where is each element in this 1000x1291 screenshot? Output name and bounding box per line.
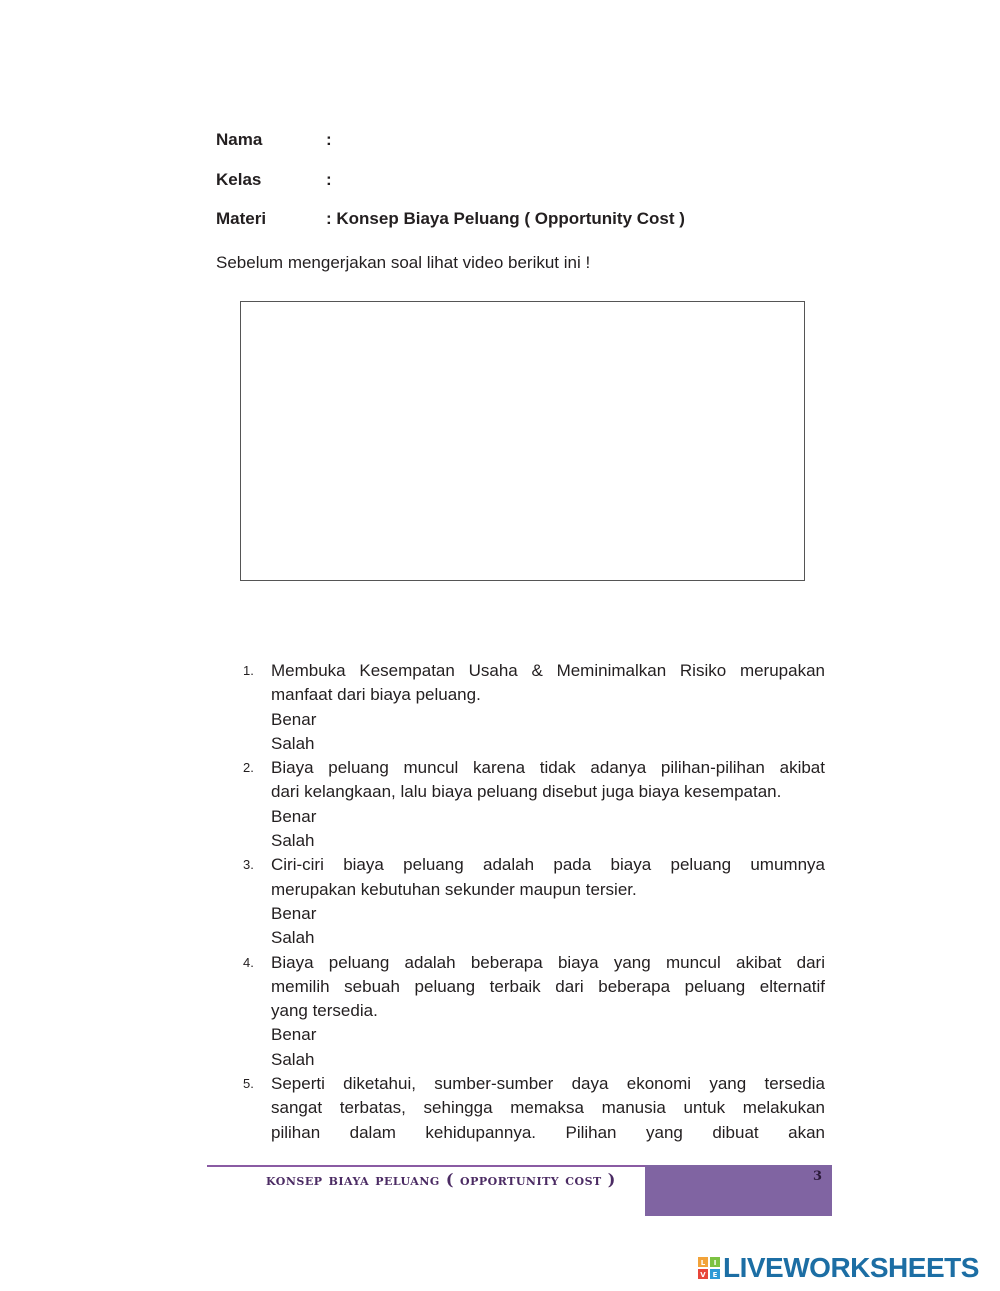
question-text-line: manfaat dari biaya peluang. — [271, 685, 481, 705]
option-salah[interactable]: Salah — [271, 733, 315, 753]
question-3 — [243, 853, 825, 950]
question-text-line: pilihan dalam kehidupannya. Pilihan yang dibuat akan — [271, 1122, 825, 1142]
question-number: 1. — [243, 663, 254, 678]
option-salah[interactable]: Salah — [271, 928, 315, 948]
option-salah[interactable]: Salah — [271, 1049, 315, 1069]
question-text-line: memilih sebuah peluang terbaik dari beberapa peluang elternatif — [271, 976, 825, 996]
logo-letter-v: V — [700, 1271, 706, 1279]
kelas-value: : — [326, 170, 332, 189]
option-benar[interactable]: Benar — [271, 903, 317, 923]
option-benar[interactable]: Benar — [271, 806, 317, 826]
question-5 — [243, 1072, 825, 1145]
footer-divider — [207, 1165, 645, 1167]
nama-value: : — [326, 130, 332, 149]
liveworksheets-logo-icon — [698, 1257, 720, 1279]
page-number-box — [645, 1165, 832, 1216]
question-list — [243, 659, 825, 1145]
question-text-line: sangat terbatas, sehingga memaksa manusia untuk melakukan — [271, 1098, 825, 1118]
materi-label: Materi — [216, 209, 267, 228]
video-embed-frame[interactable] — [240, 301, 805, 581]
materi-value: : Konsep Biaya Peluang ( Opportunity Cost ) — [326, 209, 685, 228]
option-salah[interactable]: Salah — [271, 831, 315, 851]
logo-letter-e: E — [712, 1271, 718, 1279]
question-number: 3. — [243, 857, 254, 873]
option-benar[interactable]: Benar — [271, 709, 317, 729]
question-text-line: Biaya peluang adalah beberapa biaya yang muncul akibat dari — [271, 952, 825, 972]
question-text-line: Biaya peluang muncul karena tidak adanya pilihan-pilihan akibat — [271, 758, 825, 778]
question-number: 2. — [243, 760, 254, 776]
question-4 — [243, 951, 825, 1072]
logo-letter-l: L — [700, 1259, 706, 1267]
question-1 — [243, 659, 825, 756]
nama-label: Nama — [216, 130, 263, 149]
question-text-line: merupakan kebutuhan sekunder maupun tersier. — [271, 879, 637, 899]
question-number: 4. — [243, 954, 254, 970]
question-text-line: dari kelangkaan, lalu biaya peluang disebut juga biaya kesempatan. — [271, 782, 782, 802]
brand-name: LIVEWORKSHEETS — [723, 1252, 979, 1283]
question-text-line: Membuka Kesempatan Usaha & Meminimalkan Risiko merupakan — [271, 661, 825, 680]
kelas-label: Kelas — [216, 170, 262, 189]
question-text-line: Seperti diketahui, sumber-sumber daya ekonomi yang tersedia — [271, 1074, 825, 1094]
instruction-text: Sebelum mengerjakan soal lihat video berikut ini ! — [216, 253, 591, 272]
footer-title: konsep biaya peluang ( opportunity cost ) — [266, 1170, 616, 1189]
question-number: 5. — [243, 1076, 254, 1092]
logo-letter-i: I — [713, 1259, 717, 1267]
question-2 — [243, 756, 825, 853]
option-benar[interactable]: Benar — [271, 1025, 317, 1045]
page-number: 3 — [812, 1169, 822, 1184]
question-text-line: yang tersedia. — [271, 1001, 378, 1021]
question-text-line: Ciri-ciri biaya peluang adalah pada biaya peluang umumnya — [271, 855, 825, 875]
